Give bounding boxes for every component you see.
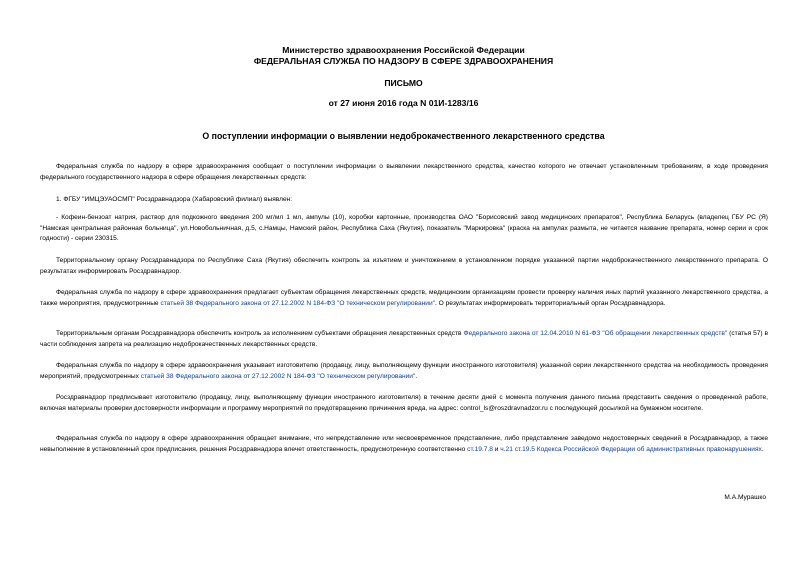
paragraph-liability [40,434,768,455]
paragraph-text: Территориальному органу Росздравнадзора по Республике Саха (Якутия) обеспечить контроль за изъятием и уничтожением в установленном порядке указанной партии недоброкачественного лекарственного препарата. О результатах информировать Росздравнадзор. [40,257,768,275]
paragraph-prescription [40,393,768,414]
law-184-fz-link[interactable]: статьей 38 Федерального закона от 27.12.2002 N 184-ФЗ "О техническом регулировании" [160,299,436,307]
paragraph-manufacturer-notice [40,361,768,382]
paragraph-text: 1. ФГБУ "ИМЦЭУАОСМП" Росздравнадзора (Хабаровский филиал) выявлен: [56,196,293,203]
paragraph-text: . [761,445,764,453]
paragraph-territorial-control [40,329,768,350]
service-name: ФЕДЕРАЛЬНАЯ СЛУЖБА ПО НАДЗОРУ В СФЕРЕ ЗДРАВООХРАНЕНИЯ [253,56,554,66]
paragraph-text: Федеральная служба по надзору в сфере здравоохранения указывает изготовителю (продавцу, лицу, выполняющему функции иностранного изготовителя) указанной серии лекарственного средства на необходимость проведения мероприятий, предусмотренных [40,362,768,380]
paragraph-text: и [492,445,501,453]
paragraph-text: - Кофеин-бензоат натрия, раствор для подкожного введения 200 мг/мл 1 мл, ампулы (10), коробки картонные, производства ОАО "Борисовский завод медицинских препаратов", Республика Беларусь (владелец ГБУ РС (Я) "Намская центральная районная больница", ул.Новобольничная, д.5, с.Намцы, Намский район, Республика Саха (Якутия), показатель "Маркировка" (краска на ампулах размыта, не читается название препарата, номер серии и срок годности) - серии 230315. [40,214,768,243]
paragraph-text: Федеральная служба по надзору в сфере здравоохранения обращает внимание, что непредставление или несвоевременное представление, либо представление заведомо недостоверных сведений в Росздравнадзор, а также невыполнение в установленный срок предписания, решения Росздравнадзора влечет ответственность, предусмотренную соответственно [40,435,768,453]
paragraph-text: Территориальным органам Росздравнадзора обеспечить контроль за исполнением субъектами обращения лекарственных средств [56,330,464,337]
law-61-fz-link[interactable]: Федерального закона от 12.04.2010 N 61-ФЗ "Об обращении лекарственных средств" [463,330,728,337]
paragraph-text: . [415,372,418,380]
signature: М.А.Мурашко [724,494,766,501]
paragraph-text: . О результатах информировать территориальный орган Росздравнадзора. [435,299,666,307]
paragraph-text: Росздравнадзор предписывает изготовителю (продавцу, лицу, выполняющему функции иностранного изготовителя) в течение десяти дней с момента получения данного письма представить сведения о проведенной работе, включая материалы проверки достоверности информации и программу мероприятий по предотвращению причинения вреда, на адрес: control_ls@roszdravnadzor.ru с последующей досылкой на бумажном носителе. [40,394,768,412]
paragraph-text: (статья 57) в части соблюдения запрета на реализацию недоброкачественных лекарственных средств. [40,330,769,348]
paragraph-text: Федеральная служба по надзору в сфере здравоохранения сообщает о поступлении информации о выявлении лекарственного средства, качество которого не отвечает установленным требованиям, в ходе проведения федерального государственного надзора в сфере обращения лекарственных средств: [40,163,768,181]
paragraph-item-1 [40,195,768,206]
document-type: ПИСЬМО [384,78,423,88]
paragraph-intro [40,162,768,183]
paragraph-territorial-yakutia [40,256,768,277]
ministry-name: Министерство здравоохранения Российской Федерации [282,45,525,55]
koap-19-5-link[interactable]: ч.21 ст.19.5 Кодекса Российской Федерации об административных правонарушениях [500,445,762,453]
law-184-fz-link[interactable]: статьей 38 Федерального закона от 27.12.2002 N 184-ФЗ "О техническом регулировании" [140,372,416,380]
paragraph-drug-details [40,213,768,245]
document-subject: О поступлении информации о выявлении недоброкачественного лекарственного средства [202,131,605,141]
paragraph-text: Федеральная служба по надзору в сфере здравоохранения предлагает субъектам обращения лекарственных средств, медицинским организациям провести проверку наличия иных партий указанного лекарственного средства, а также мероприятия, предусмотренные [40,289,768,307]
koap-19-7-8-link[interactable]: ст.19.7.8 [467,445,493,453]
paragraph-proposal [40,288,768,309]
document-date-number: от 27 июня 2016 года N 01И-1283/16 [328,98,479,108]
